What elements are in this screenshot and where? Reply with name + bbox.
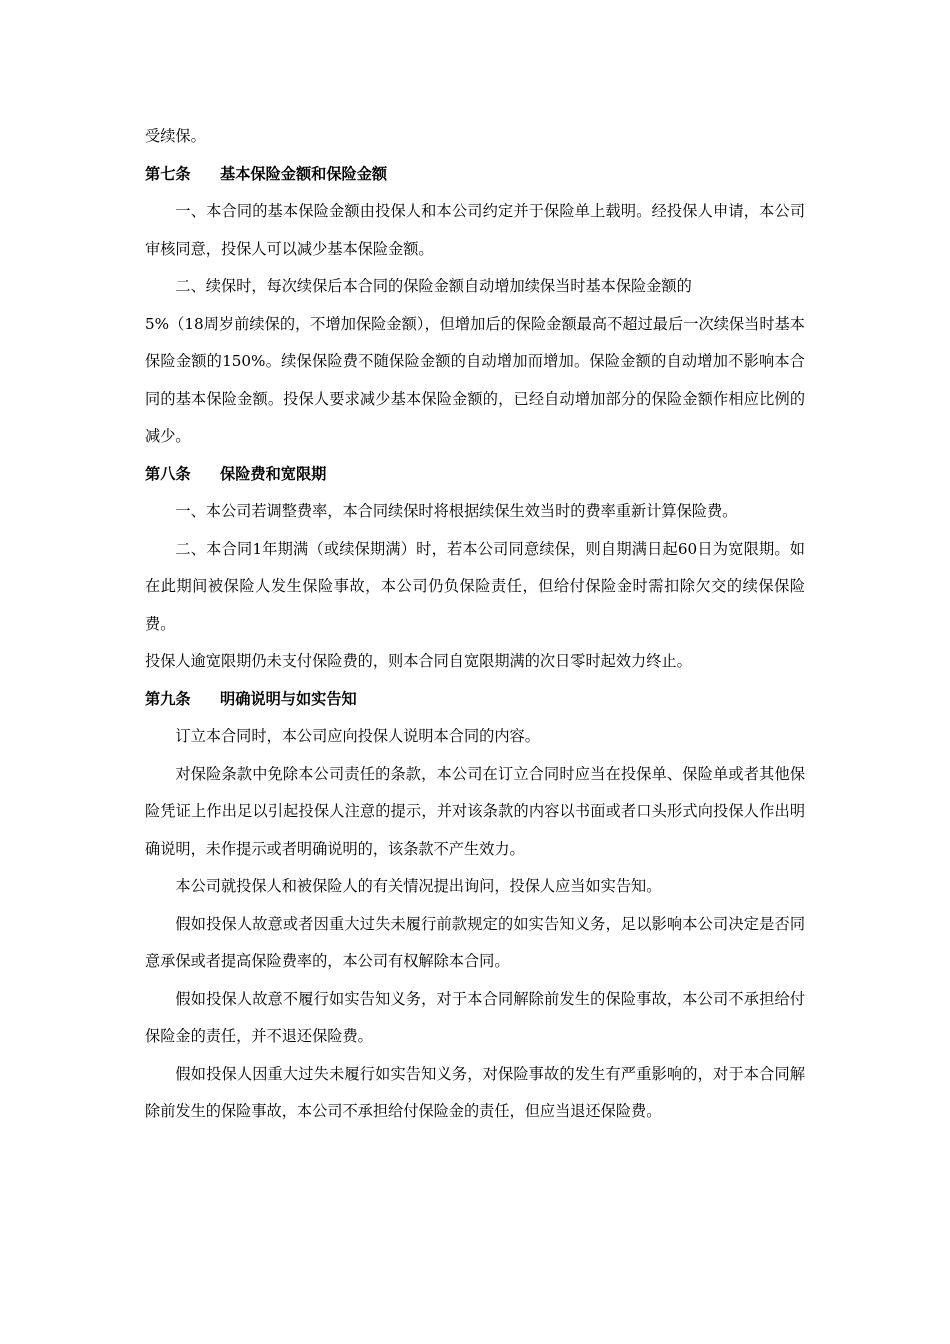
article-9-para-3: 本公司就投保人和被保险人的有关情况提出询问，投保人应当如实告知。 (175, 877, 662, 895)
top-fragment: 受续保。 (145, 127, 206, 145)
article-9-title: 明确说明与如实告知 (220, 689, 357, 708)
article-9-number: 第九条 (145, 689, 191, 708)
article-9-para-1: 订立本合同时，本公司应向投保人说明本合同的内容。 (175, 727, 540, 745)
article-7-heading (145, 156, 805, 194)
article-7-para-2-line-1: 二、续保时，每次续保后本合同的保险金额自动增加续保当时基本保险金额的 (175, 277, 692, 295)
article-8-para-2: 二、本合同1年期满（或续保期满）时，若本公司同意续保，则自期满日起60日为宽限期。如在此期间被保险人发生保险事故，本公司仍负保险责任，但给付保险金时需扣除欠交的续保保险费。 (145, 539, 805, 633)
article-7-title: 基本保险金额和保险金额 (220, 164, 388, 183)
article-8-para-1: 一、本公司若调整费率，本合同续保时将根据续保生效当时的费率重新计算保险费。 (175, 502, 738, 520)
article-8-para-3: 投保人逾宽限期仍未支付保险费的，则本合同自宽限期满的次日零时起效力终止。 (145, 652, 692, 670)
article-8-heading (145, 456, 805, 494)
article-7-number: 第七条 (145, 164, 191, 183)
article-9-para-5: 假如投保人故意不履行如实告知义务，对于本合同解除前发生的保险事故，本公司不承担给付保险金的责任，并不退还保险费。 (145, 989, 805, 1045)
article-9-para-2: 对保险条款中免除本公司责任的条款，本公司在订立合同时应当在投保单、保险单或者其他保险凭证上作出足以引起投保人注意的提示，并对该条款的内容以书面或者口头形式向投保人作出明确说明，未作提示或者明确说明的，该条款不产生效力。 (145, 764, 805, 858)
article-7-para-1: 一、本合同的基本保险金额由投保人和本公司约定并于保险单上载明。经投保人申请，本公司审核同意，投保人可以减少基本保险金额。 (145, 202, 805, 258)
article-9-heading (145, 681, 805, 719)
article-8-title: 保险费和宽限期 (220, 464, 327, 483)
article-9-para-4: 假如投保人故意或者因重大过失未履行前款规定的如实告知义务，足以影响本公司决定是否同意承保或者提高保险费率的，本公司有权解除本合同。 (145, 914, 805, 970)
document-body (145, 118, 805, 1131)
article-8-number: 第八条 (145, 464, 191, 483)
article-9-para-6: 假如投保人因重大过失未履行如实告知义务，对保险事故的发生有严重影响的，对于本合同解除前发生的保险事故，本公司不承担给付保险金的责任，但应当退还保险费。 (145, 1064, 805, 1120)
article-7-para-2-rest: 5%（18周岁前续保的，不增加保险金额），但增加后的保险金额最高不超过最后一次续保当时基本保险金额的150%。续保保险费不随保险金额的自动增加而增加。保险金额的自动增加不影响本合同的基本保险金额。投保人要求减少基本保险金额的，已经自动增加部分的保险金额作相应比例的减少。 (145, 314, 805, 445)
